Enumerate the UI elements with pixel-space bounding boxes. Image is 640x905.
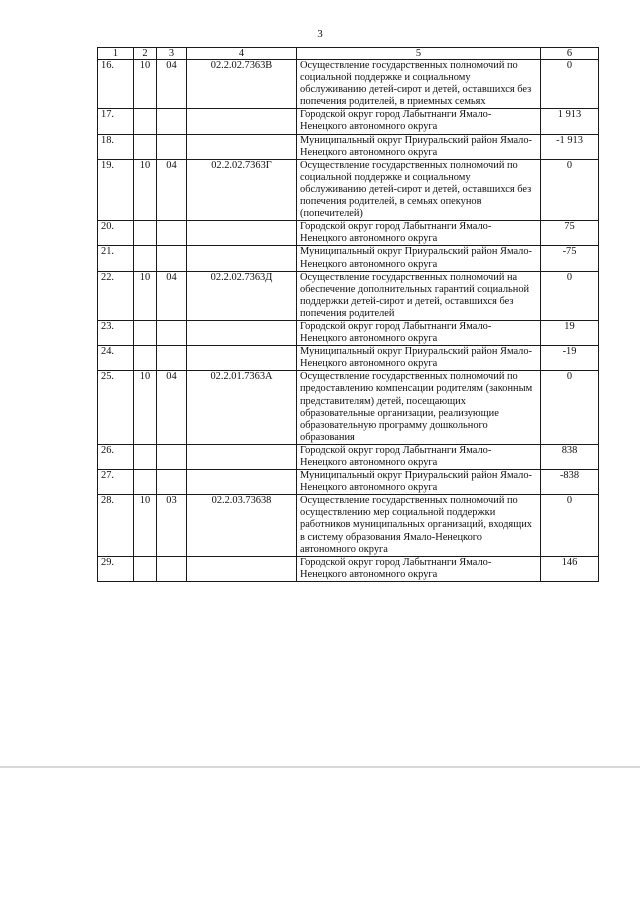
target-code-cell: 02.2.02.7363Г	[187, 159, 297, 220]
table-row	[98, 470, 599, 495]
table-row	[98, 159, 599, 220]
amount-cell: 0	[541, 495, 599, 556]
table-header-row	[98, 48, 599, 60]
description-cell: Осуществление государственных полномочий по социальной поддержке и социальному обслуживанию детей-сирот и детей, оставшихся без попечения родителей, в семьях опекунов (попечителей)	[297, 159, 541, 220]
subsection-cell	[157, 346, 187, 371]
target-code-cell: 02.2.02.7363В	[187, 60, 297, 109]
amount-cell: -838	[541, 470, 599, 495]
blank-area	[0, 768, 640, 905]
table-row	[98, 444, 599, 469]
section-cell: 10	[134, 159, 157, 220]
amount-cell: 146	[541, 556, 599, 581]
target-code-cell	[187, 109, 297, 134]
target-code-cell: 02.2.02.7363Д	[187, 271, 297, 320]
description-cell: Муниципальный округ Приуральский район Ямало-Ненецкого автономного округа	[297, 134, 541, 159]
target-code-cell	[187, 556, 297, 581]
target-code-cell	[187, 221, 297, 246]
subsection-cell: 04	[157, 271, 187, 320]
description-cell: Осуществление государственных полномочий на обеспечение дополнительных гарантий социальной поддержки детей-сирот и детей, оставшихся без попечения родителей	[297, 271, 541, 320]
row-number-cell: 20.	[98, 221, 134, 246]
row-number-cell: 16.	[98, 60, 134, 109]
subsection-cell: 03	[157, 495, 187, 556]
row-number-cell: 23.	[98, 320, 134, 345]
description-cell: Осуществление государственных полномочий по социальной поддержке и социальному обслуживанию детей-сирот и детей, оставшихся без попечения родителей, в приемных семьях	[297, 60, 541, 109]
amount-cell: 0	[541, 60, 599, 109]
amount-cell: -19	[541, 346, 599, 371]
amount-cell: 0	[541, 271, 599, 320]
section-cell: 10	[134, 371, 157, 445]
row-number-cell: 21.	[98, 246, 134, 271]
target-code-cell	[187, 246, 297, 271]
table-row	[98, 371, 599, 445]
amount-cell: -75	[541, 246, 599, 271]
table-row	[98, 320, 599, 345]
column-header-5: 5	[297, 48, 541, 60]
table-body	[98, 60, 599, 582]
amount-cell: 1 913	[541, 109, 599, 134]
amount-cell: 0	[541, 371, 599, 445]
description-cell: Муниципальный округ Приуральский район Ямало-Ненецкого автономного округа	[297, 246, 541, 271]
subsection-cell	[157, 444, 187, 469]
row-number-cell: 22.	[98, 271, 134, 320]
row-number-cell: 29.	[98, 556, 134, 581]
target-code-cell	[187, 134, 297, 159]
row-number-cell: 19.	[98, 159, 134, 220]
section-cell	[134, 221, 157, 246]
description-cell: Муниципальный округ Приуральский район Ямало-Ненецкого автономного округа	[297, 346, 541, 371]
description-cell: Городской округ город Лабытнанги Ямало-Ненецкого автономного округа	[297, 556, 541, 581]
subsection-cell: 04	[157, 159, 187, 220]
subsection-cell	[157, 246, 187, 271]
target-code-cell	[187, 320, 297, 345]
subsection-cell	[157, 470, 187, 495]
section-cell: 10	[134, 60, 157, 109]
target-code-cell: 02.2.03.73638	[187, 495, 297, 556]
subsection-cell	[157, 109, 187, 134]
description-cell: Муниципальный округ Приуральский район Ямало-Ненецкого автономного округа	[297, 470, 541, 495]
row-number-cell: 27.	[98, 470, 134, 495]
amount-cell: 19	[541, 320, 599, 345]
section-cell: 10	[134, 271, 157, 320]
section-cell	[134, 444, 157, 469]
description-cell: Городской округ город Лабытнанги Ямало-Ненецкого автономного округа	[297, 320, 541, 345]
table-row	[98, 60, 599, 109]
amount-cell: -1 913	[541, 134, 599, 159]
table-row	[98, 495, 599, 556]
description-cell: Осуществление государственных полномочий по предоставлению компенсации родителям (законным представителям) детей, посещающих образовательные организации, реализующие образовательную программу дошкольного образования	[297, 371, 541, 445]
section-cell	[134, 320, 157, 345]
section-cell	[134, 134, 157, 159]
table-row	[98, 556, 599, 581]
subsection-cell	[157, 556, 187, 581]
column-header-6: 6	[541, 48, 599, 60]
table-row	[98, 221, 599, 246]
description-cell: Городской округ город Лабытнанги Ямало-Ненецкого автономного округа	[297, 444, 541, 469]
section-cell	[134, 470, 157, 495]
section-cell	[134, 346, 157, 371]
row-number-cell: 25.	[98, 371, 134, 445]
budget-table	[97, 47, 599, 582]
table-row	[98, 246, 599, 271]
table-row	[98, 346, 599, 371]
section-cell	[134, 109, 157, 134]
row-number-cell: 18.	[98, 134, 134, 159]
target-code-cell	[187, 346, 297, 371]
table-row	[98, 134, 599, 159]
table-row	[98, 109, 599, 134]
row-number-cell: 17.	[98, 109, 134, 134]
section-cell	[134, 556, 157, 581]
row-number-cell: 24.	[98, 346, 134, 371]
amount-cell: 75	[541, 221, 599, 246]
page-number: 3	[317, 28, 323, 40]
column-header-1: 1	[98, 48, 134, 60]
section-cell	[134, 246, 157, 271]
row-number-cell: 26.	[98, 444, 134, 469]
column-header-3: 3	[157, 48, 187, 60]
subsection-cell	[157, 221, 187, 246]
amount-cell: 0	[541, 159, 599, 220]
column-header-2: 2	[134, 48, 157, 60]
subsection-cell: 04	[157, 60, 187, 109]
subsection-cell	[157, 320, 187, 345]
table-row	[98, 271, 599, 320]
section-cell: 10	[134, 495, 157, 556]
target-code-cell: 02.2.01.7363А	[187, 371, 297, 445]
target-code-cell	[187, 444, 297, 469]
target-code-cell	[187, 470, 297, 495]
subsection-cell: 04	[157, 371, 187, 445]
column-header-4: 4	[187, 48, 297, 60]
subsection-cell	[157, 134, 187, 159]
description-cell: Городской округ город Лабытнанги Ямало-Ненецкого автономного округа	[297, 109, 541, 134]
description-cell: Осуществление государственных полномочий по осуществлению мер социальной поддержки работников муниципальных организаций, входящих в систему образования Ямало-Ненецкого автономного округа	[297, 495, 541, 556]
description-cell: Городской округ город Лабытнанги Ямало-Ненецкого автономного округа	[297, 221, 541, 246]
amount-cell: 838	[541, 444, 599, 469]
row-number-cell: 28.	[98, 495, 134, 556]
